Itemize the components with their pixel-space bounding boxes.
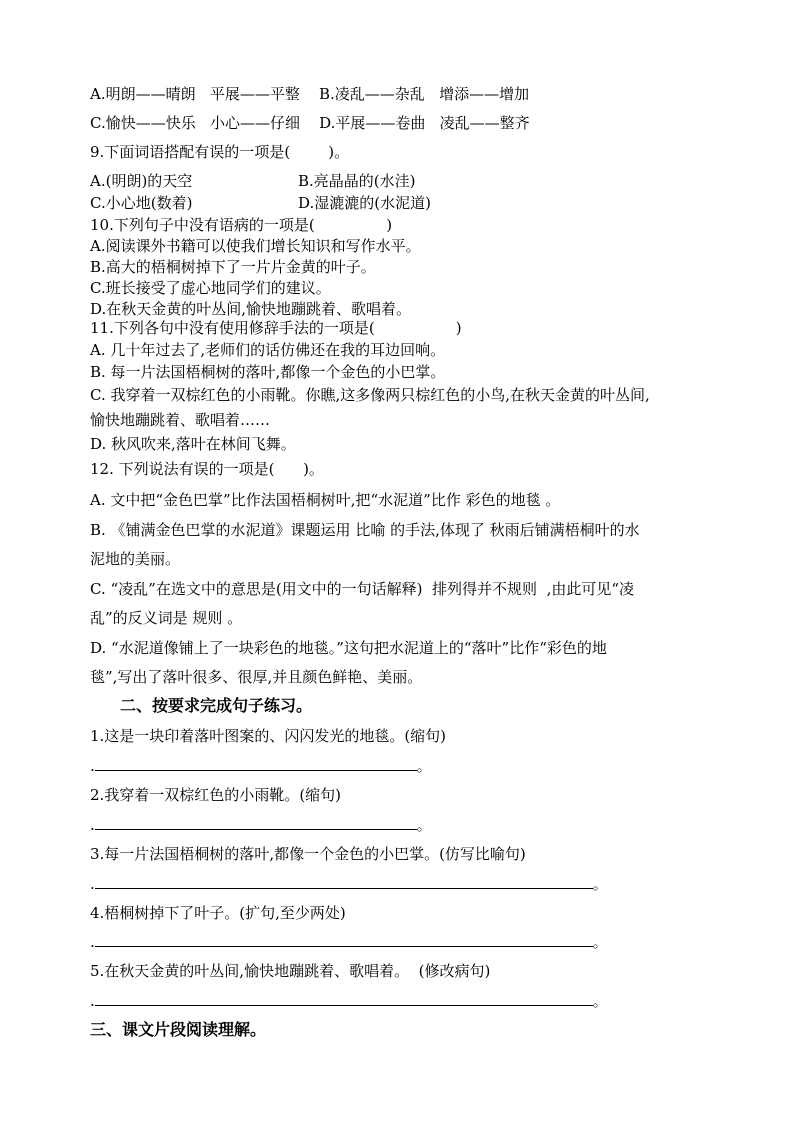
s2-answer-line-3[interactable] xyxy=(90,874,608,894)
q11-option-d: D. 秋风吹来,落叶在林间飞舞。 xyxy=(90,435,296,453)
q11-stem: 11.下列各句中没有使用修辞手法的一项是( ) xyxy=(90,319,462,337)
section-3-heading: 三、课文片段阅读理解。 xyxy=(90,1020,267,1039)
q9-option-c: C.小心地(数着) xyxy=(90,194,193,212)
s2-item-4: 4.梧桐树掉下了叶子。(扩句,至少两处) xyxy=(90,904,346,922)
q9-option-b: B.亮晶晶的(水洼) xyxy=(298,172,416,190)
answer-blank[interactable] xyxy=(95,874,593,889)
answer-suffix: 。 xyxy=(592,933,608,951)
q9-option-d: D.湿漉漉的(水泥道) xyxy=(298,194,431,212)
q12-option-b-line-1: B. 《铺满金色巴掌的水泥道》课题运用 比喻 的手法,体现了 秋雨后铺满梧桐叶的水 xyxy=(90,521,640,539)
q11-option-a: A. 几十年过去了,老师们的话仿佛还在我的耳边回响。 xyxy=(90,341,446,359)
q11-option-b: B. 每一片法国梧桐树的落叶,都像一个金色的小巴掌。 xyxy=(90,363,446,381)
q10-option-b: B.高大的梧桐树掉下了一片片金黄的叶子。 xyxy=(90,258,376,276)
s2-item-2: 2.我穿着一双棕红色的小雨靴。(缩句) xyxy=(90,786,342,804)
q10-option-d: D.在秋天金黄的叶丛间,愉快地蹦跳着、歌唱着。 xyxy=(90,300,412,318)
section-2-heading: 二、按要求完成句子练习。 xyxy=(120,696,313,715)
q12-option-d-line-1: D. “水泥道像铺上了一块彩色的地毯。”这句把水泥道上的“落叶”比作“彩色的地 xyxy=(90,639,607,657)
q10-stem: 10.下列句子中没有语病的一项是( ) xyxy=(90,216,393,234)
answer-blank[interactable] xyxy=(95,815,417,830)
q12-option-c-line-2: 乱”的反义词是 规则 。 xyxy=(90,609,243,627)
s2-answer-line-4[interactable] xyxy=(90,932,608,952)
answer-prefix: . xyxy=(90,933,95,951)
s2-answer-line-5[interactable] xyxy=(90,991,608,1011)
q10-option-c: C.班长接受了虚心地同学们的建议。 xyxy=(90,279,331,297)
s2-answer-line-2[interactable] xyxy=(90,815,432,835)
answer-prefix: . xyxy=(90,757,95,775)
q12-option-c-line-1: C. “凌乱”在选文中的意思是(用文中的一句话解释) 排列得并不规则 ,由此可见“凌 xyxy=(90,580,635,598)
q9-stem: 9.下面词语搭配有误的一项是( )。 xyxy=(90,143,350,161)
q8-option-line-2: C.愉快——快乐 小心——仔细 D.平展——卷曲 凌乱——整齐 xyxy=(90,114,530,132)
answer-blank[interactable] xyxy=(95,756,417,771)
s2-item-1: 1.这是一块印着落叶图案的、闪闪发光的地毯。(缩句) xyxy=(90,727,447,745)
answer-blank[interactable] xyxy=(95,932,593,947)
s2-item-5: 5.在秋天金黄的叶丛间,愉快地蹦跳着、歌唱着。 (修改病句) xyxy=(90,962,491,980)
q12-stem: 12. 下列说法有误的一项是( )。 xyxy=(90,460,324,478)
q10-option-a: A.阅读课外书籍可以使我们增长知识和写作水平。 xyxy=(90,237,421,255)
s2-item-3: 3.每一片法国梧桐树的落叶,都像一个金色的小巴掌。(仿写比喻句) xyxy=(90,845,526,863)
q12-option-b-line-2: 泥地的美丽。 xyxy=(90,550,181,568)
answer-blank[interactable] xyxy=(95,991,593,1006)
s2-answer-line-1[interactable] xyxy=(90,756,432,776)
q11-option-c-line-1: C. 我穿着一双棕红色的小雨靴。你瞧,这多像两只棕红色的小鸟,在秋天金黄的叶丛间, xyxy=(90,386,650,404)
answer-prefix: . xyxy=(90,816,95,834)
q12-option-a: A. 文中把“金色巴掌”比作法国梧桐树叶,把“水泥道”比作 彩色的地毯 。 xyxy=(90,491,561,509)
answer-suffix: 。 xyxy=(416,816,432,834)
q11-option-c-line-2: 愉快地蹦跳着、歌唱着…… xyxy=(90,411,271,429)
answer-prefix: . xyxy=(90,992,95,1010)
q8-option-line-1: A.明朗——晴朗 平展——平整 B.凌乱——杂乱 增添——增加 xyxy=(90,85,530,103)
answer-suffix: 。 xyxy=(416,757,432,775)
q9-option-a: A.(明朗)的天空 xyxy=(90,172,193,190)
answer-prefix: . xyxy=(90,875,95,893)
q12-option-d-line-2: 毯”,写出了落叶很多、很厚,并且颜色鲜艳、美丽。 xyxy=(90,668,423,686)
answer-suffix: 。 xyxy=(592,992,608,1010)
answer-suffix: 。 xyxy=(592,875,608,893)
